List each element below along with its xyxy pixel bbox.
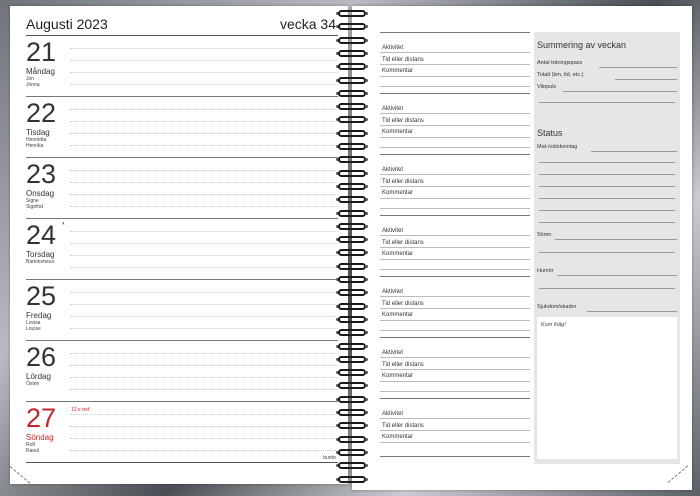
day-name: Onsdag [26, 189, 55, 198]
spiral-coil [336, 130, 368, 137]
name-day: Jon [26, 76, 35, 82]
activity-block[interactable] [380, 154, 530, 215]
field-label: Sjukdom/skador [537, 304, 577, 310]
spiral-coil [336, 116, 368, 123]
spiral-coil [336, 77, 368, 84]
activity-label: Aktivitet [382, 411, 404, 417]
day-name: Söndag [26, 433, 54, 442]
day-name: Fredag [26, 311, 52, 320]
spiral-coil [336, 103, 368, 110]
name-day-list [26, 137, 46, 149]
writing-lines[interactable] [70, 219, 338, 279]
name-day-list [26, 320, 41, 332]
time-label: Tid eller distans [382, 423, 424, 429]
page-header [26, 14, 338, 36]
spiral-coil [336, 409, 368, 416]
status-field[interactable] [537, 304, 677, 312]
field-label: Antal träningspass [537, 60, 583, 66]
spiral-coil [336, 23, 368, 30]
spiral-coil [336, 369, 368, 376]
status-field[interactable] [537, 144, 677, 152]
spiral-coil [336, 37, 368, 44]
name-day-list [26, 259, 54, 265]
field-label: Vilopuls [537, 84, 557, 90]
name-day-list [26, 442, 39, 454]
spiral-coil [336, 236, 368, 243]
writing-lines[interactable] [70, 280, 338, 340]
field-label: Humör [537, 268, 554, 274]
name-day: Östen [26, 381, 40, 387]
week-summary-panel [534, 32, 680, 464]
name-day: Henrietta [26, 137, 47, 143]
day-name: Måndag [26, 67, 55, 76]
status-field[interactable] [537, 268, 677, 276]
corner-guide [668, 465, 689, 482]
time-label: Tid eller distans [382, 301, 424, 307]
spiral-coil [336, 462, 368, 469]
sunday-note: 12:e tref. [71, 407, 91, 413]
comment-label: Kommentar [382, 312, 414, 318]
time-label: Tid eller distans [382, 57, 424, 63]
reminder-box[interactable] [537, 317, 677, 459]
day-name: Lördag [26, 372, 51, 381]
day-name: Torsdag [26, 250, 55, 259]
time-label: Tid eller distans [382, 118, 424, 124]
right-page [352, 6, 692, 490]
spiral-coil [336, 329, 368, 336]
name-day: Signe [26, 198, 39, 204]
activity-label: Aktivitet [382, 167, 404, 173]
month-title: Augusti 2023 [26, 16, 108, 32]
day-number: 24 [26, 220, 57, 250]
activity-label: Aktivitet [382, 106, 404, 112]
spiral-coil [336, 183, 368, 190]
name-day: Sigefrid [26, 204, 43, 210]
spiral-coil [336, 316, 368, 323]
spiral-coil [336, 396, 368, 403]
spiral-coil [336, 303, 368, 310]
comment-label: Kommentar [382, 129, 414, 135]
day-row[interactable] [26, 402, 338, 463]
day-row[interactable] [26, 158, 338, 219]
name-day: Jonna [26, 82, 40, 88]
status-title: Status [537, 128, 563, 138]
activity-label: Aktivitet [382, 228, 404, 234]
week-number: vecka 34 [279, 16, 336, 32]
activity-block[interactable] [380, 276, 530, 337]
comment-label: Kommentar [382, 251, 414, 257]
spiral-coil [336, 436, 368, 443]
day-number: 23 [26, 159, 57, 189]
name-day: Louise [26, 326, 41, 332]
day-row[interactable] [26, 341, 338, 402]
corner-guide [10, 466, 31, 483]
name-day-list [26, 198, 43, 210]
day-number: 25 [26, 281, 57, 311]
status-field[interactable] [537, 232, 677, 240]
activity-label: Aktivitet [382, 45, 404, 51]
day-row[interactable] [26, 36, 338, 97]
writing-lines[interactable] [70, 158, 338, 218]
spiral-coil [336, 50, 368, 57]
field-label: Sömn [537, 232, 552, 238]
time-label: Tid eller distans [382, 179, 424, 185]
spiral-coil [336, 422, 368, 429]
day-row[interactable] [26, 280, 338, 341]
comment-label: Kommentar [382, 190, 414, 196]
day-number: 26 [26, 342, 57, 372]
name-day: Lovisa [26, 320, 41, 326]
brand-logo: burde [323, 455, 336, 461]
summary-field[interactable] [537, 72, 677, 80]
summary-title: Summering av veckan [537, 40, 627, 50]
writing-lines[interactable] [70, 97, 338, 157]
spiral-coil [336, 289, 368, 296]
summary-field[interactable] [537, 84, 677, 92]
name-day: Henrika [26, 143, 44, 149]
spiral-coil [336, 249, 368, 256]
spiral-coil [336, 196, 368, 203]
day-number: 22 [26, 98, 57, 128]
activity-block[interactable] [380, 337, 530, 398]
name-day-list [26, 381, 39, 387]
spiral-coil [336, 356, 368, 363]
day-row[interactable] [26, 219, 338, 280]
spiral-coil [336, 449, 368, 456]
writing-lines[interactable] [70, 341, 338, 401]
spiral-coil [336, 90, 368, 97]
time-label: Tid eller distans [382, 362, 424, 368]
spiral-coil [336, 343, 368, 350]
field-label: Totalt (km, tid, etc.) [537, 72, 584, 78]
name-day: Raoul [26, 448, 40, 454]
day-name: Tisdag [26, 128, 50, 137]
spiral-coil [336, 476, 368, 483]
comment-label: Kommentar [382, 373, 414, 379]
comment-label: Kommentar [382, 434, 414, 440]
spiral-binding [336, 6, 368, 486]
spiral-coil [336, 276, 368, 283]
time-label: Tid eller distans [382, 240, 424, 246]
activity-block[interactable] [380, 215, 530, 276]
comment-label: Kommentar [382, 68, 414, 74]
writing-lines[interactable] [70, 402, 338, 462]
name-day: Rolf [26, 442, 35, 448]
activity-block[interactable] [380, 93, 530, 154]
left-page [10, 6, 348, 484]
spiral-coil [336, 263, 368, 270]
summary-field[interactable] [537, 60, 677, 68]
day-number: 27 [26, 403, 57, 433]
day-number: 21 [26, 37, 57, 67]
spiral-coil [336, 10, 368, 17]
writing-lines[interactable] [70, 36, 338, 96]
activity-label: Aktivitet [382, 289, 404, 295]
spiral-coil [336, 210, 368, 217]
spiral-coil [336, 143, 368, 150]
field-label: Mat-/vätskeintag [537, 144, 578, 150]
name-day-list [26, 76, 40, 88]
spiral-coil [336, 382, 368, 389]
activity-label: Aktivitet [382, 350, 404, 356]
day-row[interactable] [26, 97, 338, 158]
activity-block[interactable] [380, 398, 530, 459]
spiral-coil [336, 156, 368, 163]
reminder-label: Kom ihåg! [541, 322, 566, 328]
spiral-coil [336, 170, 368, 177]
spiral-coil [336, 223, 368, 230]
name-day: Bartolomeus [26, 259, 55, 265]
activity-block[interactable] [380, 32, 530, 93]
moon-phase-icon: ◐ [62, 221, 66, 227]
spiral-coil [336, 63, 368, 70]
